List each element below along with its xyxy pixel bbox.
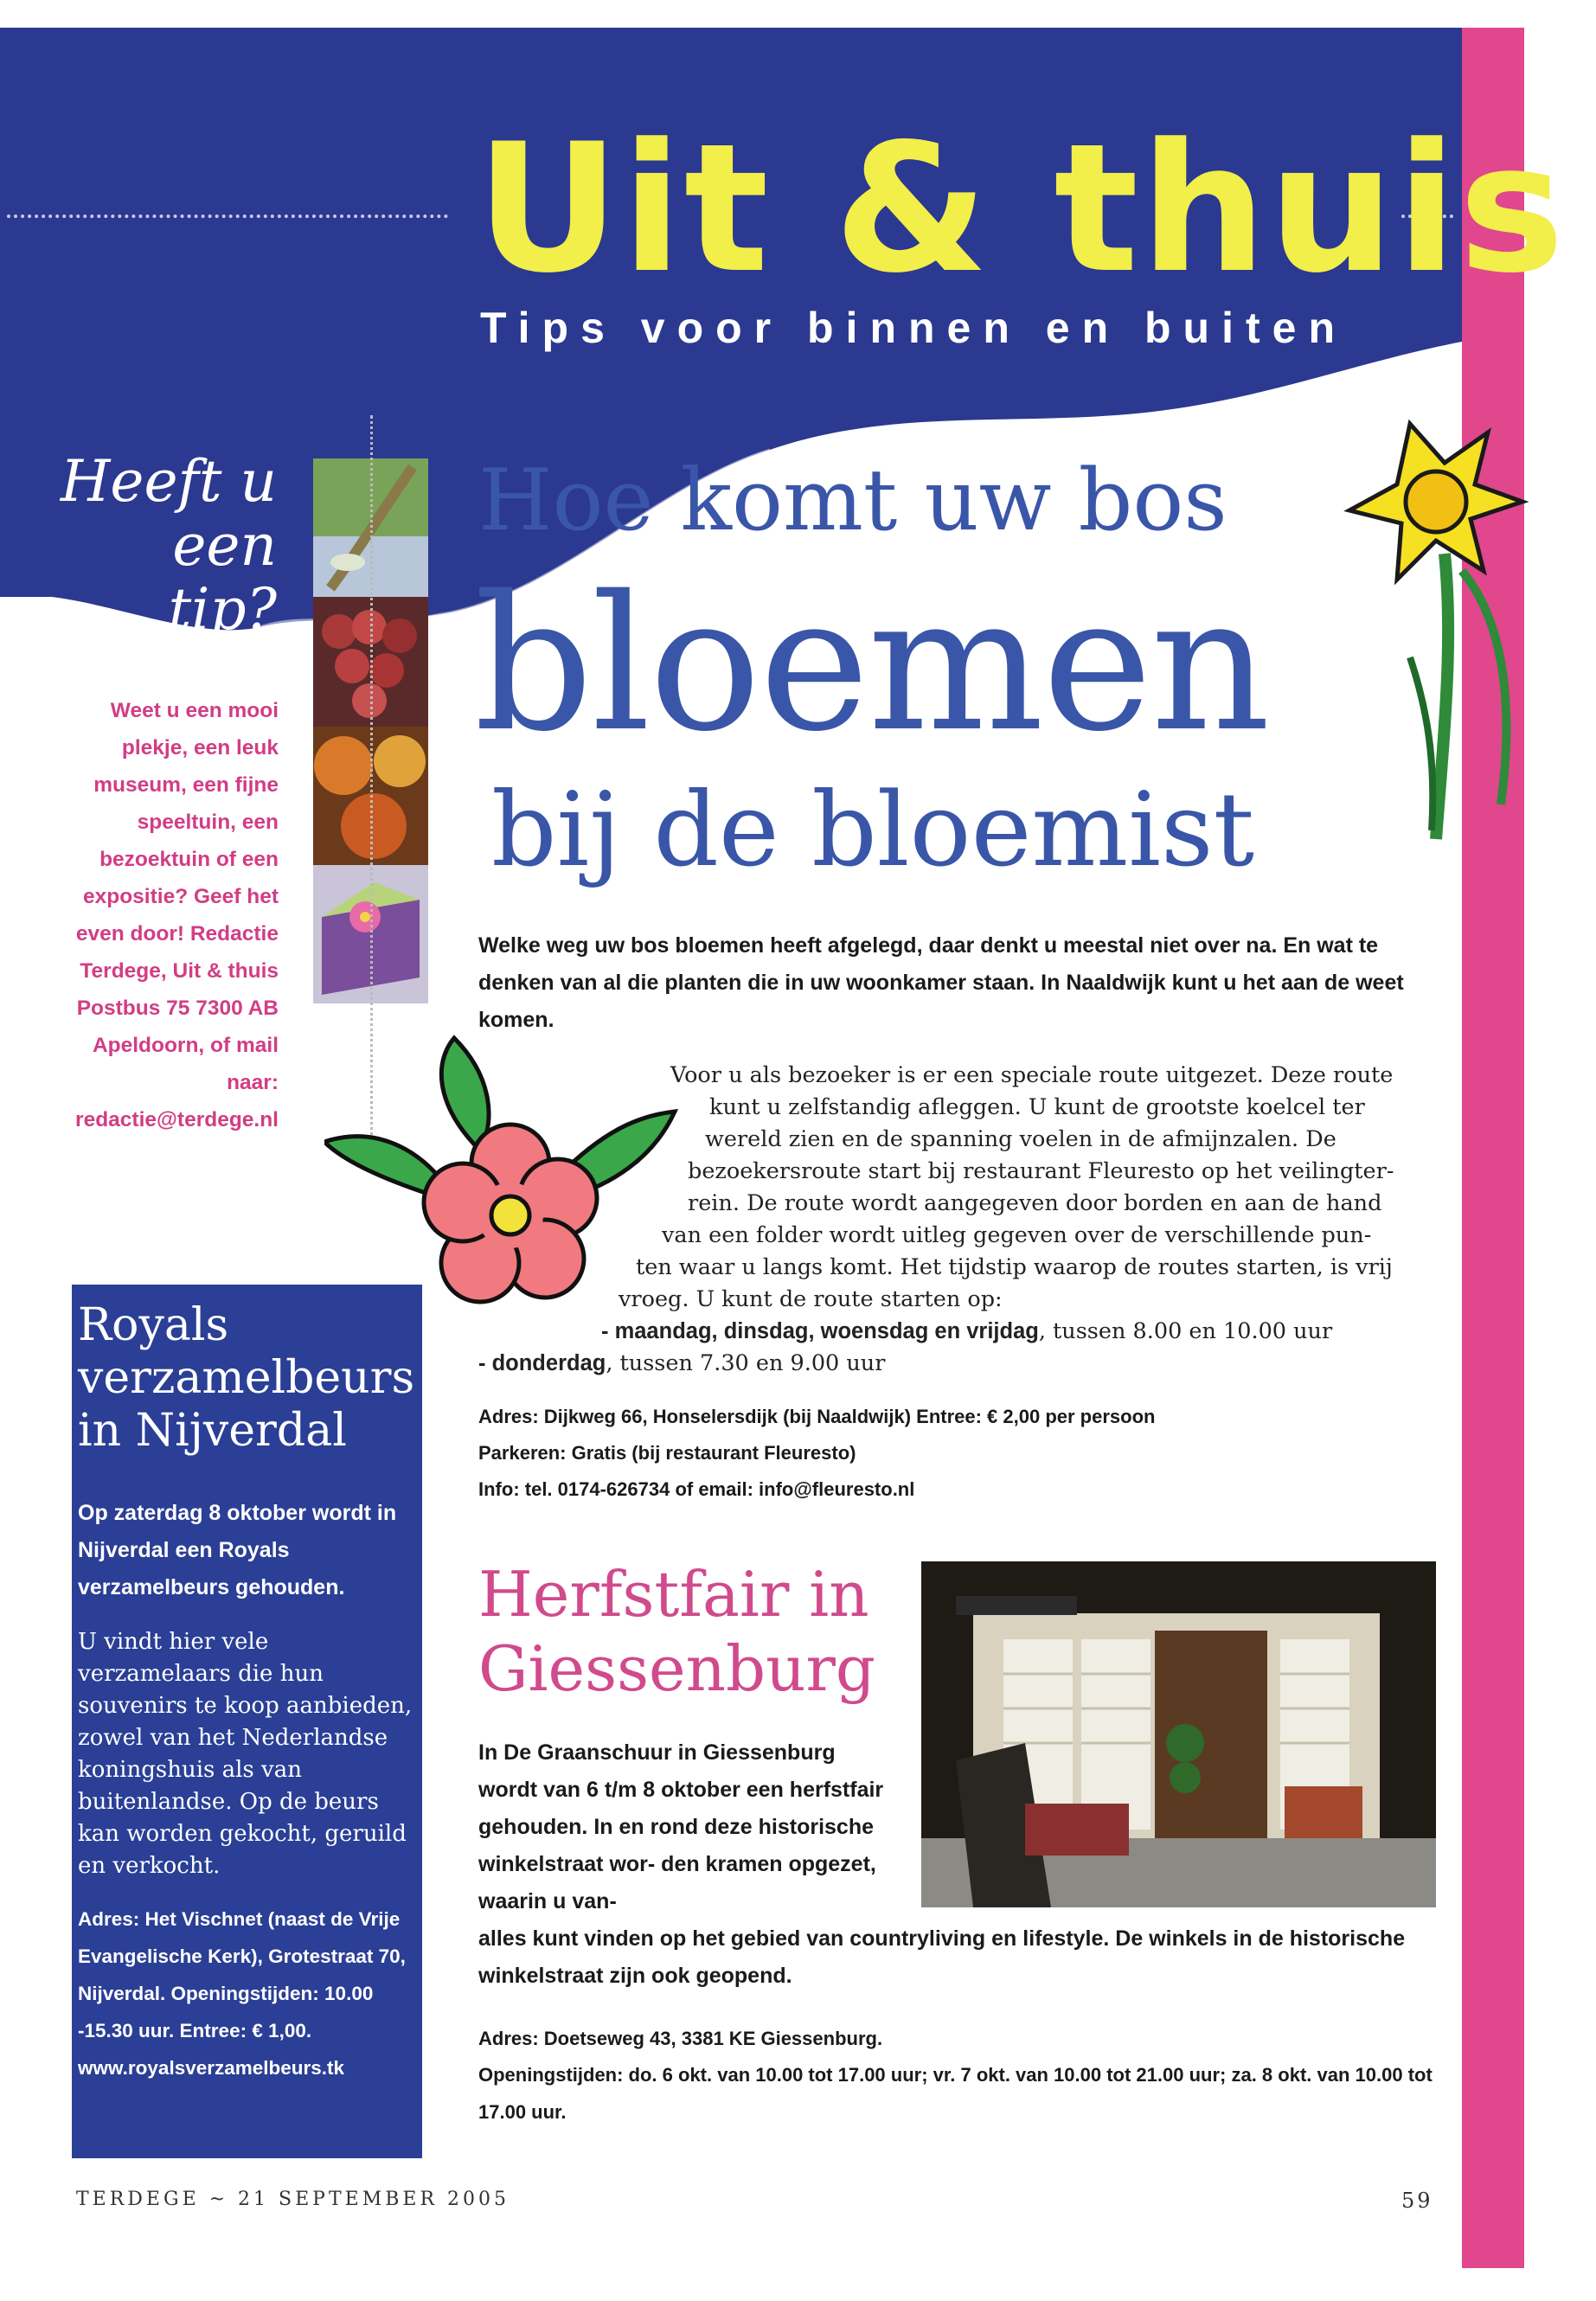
headline-line-1: Hoe komt uw bos [478,452,1227,550]
schedule-time: , tussen 7.30 en 9.00 uur [606,1350,886,1376]
royals-address: Adres: Het Vischnet (naast de Vrije Evangelische Kerk), Grotestraat 70, Nijverdal. Openingstijden: 10.00 -15.30 uur. Entree: € 1,00. www.royalsverzamelbeurs.tk [78,1908,406,2079]
tip-heading: Heeft u een tip? [60,448,277,643]
article-body-line: wereld zien en de spanning voelen in de afmijnzalen. De [705,1126,1336,1152]
footer-publication: TERDEGE ~ 21 SEPTEMBER 2005 [76,2189,510,2210]
article-body-line: rein. De route wordt aangegeven door borden en aan de hand [688,1190,1382,1216]
herfstfair-body-part1: In De Graanschuur in Giessenburg wordt van 6 t/m 8 oktober een herfstfair gehouden. In en rond deze historische winkelstraat wor- den kramen opgezet, waarin u van- [478,1740,884,1913]
herfstfair-body-part2: alles kunt vinden op het gebied van countryliving en lifestyle. De winkels in de historische winkelstraat zijn ook geopend. [478,1926,1406,1988]
article-body-line: vroeg. U kunt de route starten op: [619,1286,1003,1312]
royals-lead: Op zaterdag 8 oktober wordt in Nijverdal een Royals verzamelbeurs gehouden. [78,1501,397,1599]
herfstfair-hours: Openingstijden: do. 6 okt. van 10.00 tot 17.00 uur; vr. 7 okt. van 10.00 tot 21.00 uur; za. 8 okt. van 10.00 tot 17.00 uur. [478,2064,1433,2123]
section-subtitle: Tips voor binnen en buiten [480,304,1347,352]
herfstfair-address: Adres: Doetseweg 43, 3381 KE Giessenburg. [478,2028,883,2049]
daffodil-illustration [1315,398,1531,848]
schedule-time: , tussen 8.00 en 10.00 uur [1038,1318,1333,1344]
royals-body: U vindt hier vele verzamelaars die hun souvenirs te koop aanbieden, zowel van het Nederlandse koningshuis als van buitenlandse. Op de beurs kan worden gekocht, geruild en verkocht. [78,1629,413,1879]
article-info-parking: Parkeren: Gratis (bij restaurant Fleuresto) [478,1442,856,1464]
tip-body-text: Weet u een mooi plekje, een leuk museum, een fijne speeltuin, een bezoektuin of een expositie? Geef het even door! Redactie Terdege, Uit & thuis Postbus 75 7300 AB Apeldoorn, of mail naar: redactie@terdege.nl [75,699,279,1131]
schedule-line [601,1316,1332,1348]
herfstfair-title: Herfstfair in Giessenburg [478,1558,875,1705]
section-title: Uit & thuis [476,106,1567,312]
headline-line-3: bij de bloemist [491,770,1255,889]
article-body-line: Voor u als bezoeker is er een speciale route uitgezet. Deze route [670,1062,1394,1088]
royals-title: Royals verzamelbeurs in Nijverdal [78,1299,415,1457]
article-body-line: ten waar u langs komt. Het tijdstip waarop de routes starten, is vrij [636,1254,1393,1280]
header-dotted-rule-left [7,215,448,218]
herfstfair-photo [921,1561,1436,1907]
headline-line-2: bloemen [474,555,1269,772]
page-number: 59 [1401,2189,1433,2213]
article-info-address: Adres: Dijkweg 66, Honselersdijk (bij Naaldwijk) Entree: € 2,00 per persoon [478,1406,1156,1427]
schedule-days: - maandag, dinsdag, woensdag en vrijdag [601,1319,1039,1343]
schedule-line [478,1348,885,1380]
article-body-line: bezoekersroute start bij restaurant Fleuresto op het veilingter- [688,1158,1394,1184]
article-body-line: kunt u zelfstandig afleggen. U kunt de grootste koelcel ter [709,1094,1365,1120]
flower-illustration [324,1029,679,1315]
article-body-line: van een folder wordt uitleg gegeven over de verschillende pun- [662,1222,1372,1248]
article-info-contact: Info: tel. 0174-626734 of email: info@fleuresto.nl [478,1478,915,1500]
article-intro: Welke weg uw bos bloemen heeft afgelegd, daar denkt u meestal niet over na. En wat te denken van al die planten die in uw woonkamer staan. In Naaldwijk kunt u het aan de weet komen. [478,933,1404,1032]
schedule-days: - donderdag [478,1351,606,1375]
